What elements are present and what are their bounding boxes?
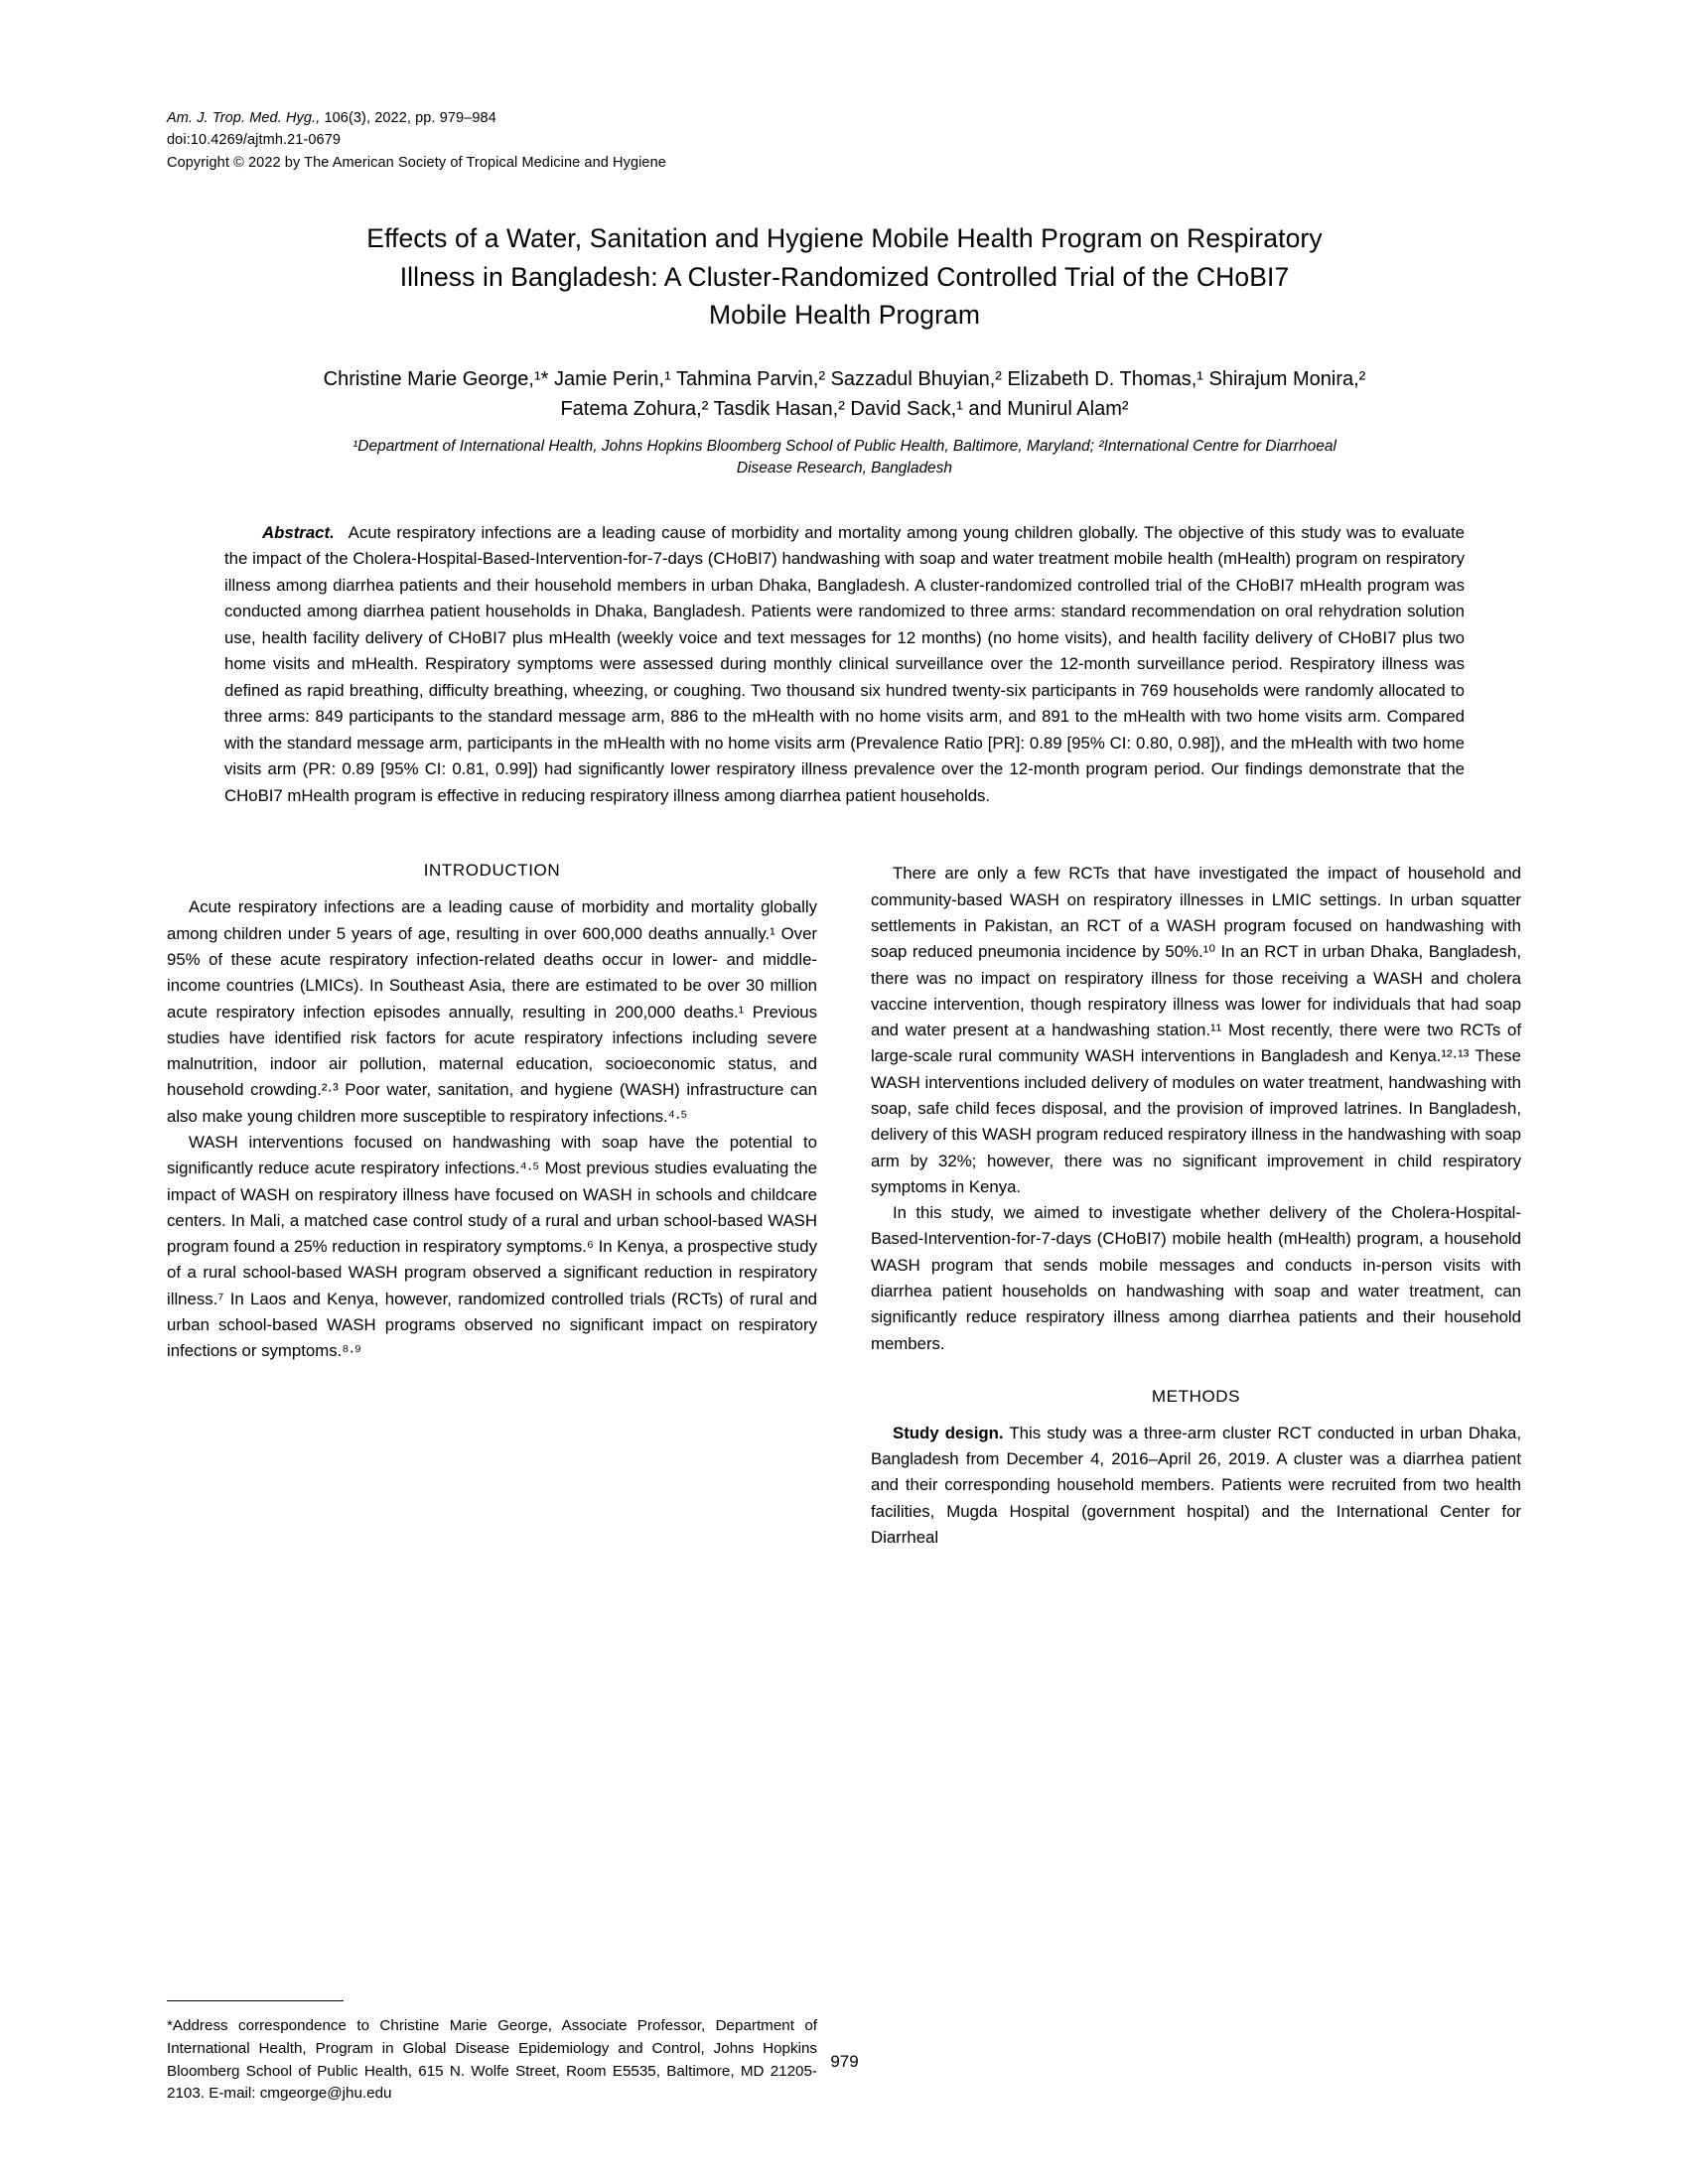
affiliations bbox=[167, 436, 1522, 480]
abstract-section bbox=[167, 520, 1522, 810]
author-line-2: Fatema Zohura,² Tasdik Hasan,² David Sack,¹ and Munirul Alam² bbox=[560, 397, 1129, 420]
affiliation-line-2: Disease Research, Bangladesh bbox=[736, 460, 953, 478]
journal-volume-pages: 106(3), 2022, pp. 979–984 bbox=[320, 110, 496, 126]
author-line-1: Christine Marie George,¹* Jamie Perin,¹ Tahmina Parvin,² Sazzadul Bhuyian,² Elizabeth D. Thomas,¹ Shirajum Monira,² bbox=[323, 367, 1366, 390]
title-line-2: Illness in Bangladesh: A Cluster-Randomized Controlled Trial of the CHoBI7 bbox=[399, 261, 1290, 292]
author-list bbox=[167, 364, 1522, 424]
introduction-body-continued bbox=[871, 861, 1521, 1356]
left-column bbox=[167, 861, 817, 2106]
journal-header bbox=[167, 107, 1522, 174]
introduction-heading: INTRODUCTION bbox=[423, 861, 561, 881]
right-column bbox=[871, 861, 1521, 2106]
paragraph: Acute respiratory infections are a leading cause of morbidity and mortality globally among children under 5 years of age, resulting in over 600,000 deaths annually.¹ Over 95% of these acute respiratory infection-related deaths occur in lower- and middle-income countries (LMICs). In Southeast Asia, there are estimated to be over 30 million acute respiratory infection episodes annually, resulting in 200,000 deaths.¹ Previous studies have identified risk factors for acute respiratory infections including severe malnutrition, indoor air pollution, maternal education, socioeconomic status, and household crowding.²·³ Poor water, sanitation, and hygiene (WASH) infrastructure can also make young children more susceptible to respiratory infections.⁴·⁵ bbox=[167, 897, 817, 1126]
paragraph: In this study, we aimed to investigate whether delivery of the Cholera-Hospital-Based-Intervention-for-7-days (CHoBI7) mobile health (mHealth) program, a household WASH program that sends mobile messages and conducts in-person visits with diarrhea patient households on handwashing with soap and water treatment, can significantly reduce respiratory illness among diarrhea patients and their household members. bbox=[871, 1203, 1521, 1353]
footnote-rule bbox=[167, 2000, 344, 2002]
methods-body bbox=[871, 1421, 1521, 1551]
methods-run-in-head: Study design. bbox=[893, 1423, 1004, 1442]
journal-doi: doi:10.4269/ajtmh.21-0679 bbox=[167, 132, 342, 149]
paragraph bbox=[871, 1421, 1521, 1551]
introduction-body bbox=[167, 894, 817, 1364]
two-column-body bbox=[167, 861, 1522, 2106]
page-number: 979 bbox=[830, 2052, 859, 2072]
journal-copyright: Copyright © 2022 by The American Society of Tropical Medicine and Hygiene bbox=[167, 154, 666, 171]
abstract-text: Acute respiratory infections are a leading cause of morbidity and mortality among young children globally. The objective of this study was to evaluate the impact of the Cholera-Hospital-Based-Intervention-for-7-days (CHoBI7) handwashing with soap and water treatment mobile health (mHealth) program on respiratory illness among diarrhea patients and their household members in urban Dhaka, Bangladesh. A cluster-randomized controlled trial of the CHoBI7 mHealth program was conducted among diarrhea patient households in Dhaka, Bangladesh. Patients were randomized to three arms: standard recommendation on oral rehydration solution use, health facility delivery of CHoBI7 plus mHealth (weekly voice and text messages for 12 months) (no home visits), and health facility delivery of CHoBI7 plus two home visits and mHealth. Respiratory symptoms were assessed during monthly clinical surveillance over the 12-month surveillance period. Respiratory illness was defined as rapid breathing, difficulty breathing, wheezing, or coughing. Two thousand six hundred twenty-six participants in 769 households were randomly allocated to three arms: 849 participants to the standard message arm, 886 to the mHealth with no home visits arm, and 891 to the mHealth with two home visits arm. Compared with the standard message arm, participants in the mHealth with no home visits arm (Prevalence Ratio [PR]: 0.89 [95% CI: 0.80, 0.98]), and the mHealth with two home visits arm (PR: 0.89 [95% CI: 0.81, 0.99]) had significantly lower respiratory illness prevalence over the 12-month program period. Our findings demonstrate that the CHoBI7 mHealth program is effective in reducing respiratory illness among diarrhea patient households. bbox=[224, 522, 1465, 805]
methods-heading: METHODS bbox=[1151, 1386, 1241, 1406]
title-line-3: Mobile Health Program bbox=[708, 300, 981, 331]
title-line-1: Effects of a Water, Sanitation and Hygiene Mobile Health Program on Respiratory bbox=[366, 223, 1323, 254]
journal-citation-line bbox=[167, 107, 1522, 129]
footnote-text: *Address correspondence to Christine Marie George, Associate Professor, Department of International Health, Program in Global Disease Epidemiology and Control, Johns Hopkins Bloomberg School of Public Health, 615 N. Wolfe Street, Room E5535, Baltimore, MD 21205-2103. E-mail: cmgeorge@jhu.edu bbox=[167, 2017, 817, 2103]
abstract-label: Abstract. bbox=[262, 522, 335, 542]
paragraph: WASH interventions focused on handwashing with soap have the potential to significantly reduce acute respiratory infections.⁴·⁵ Most previous studies evaluating the impact of WASH on respiratory illness have focused on WASH in schools and childcare centers. In Mali, a matched case control study of a rural and urban school-based WASH program found a 25% reduction in respiratory symptoms.⁶ In Kenya, a prospective study of a rural school-based WASH program observed a significant reduction in respiratory illness.⁷ In Laos and Kenya, however, randomized controlled trials (RCTs) of rural and urban school-based WASH programs observed no significant impact on respiratory infections or symptoms.⁸·⁹ bbox=[167, 1132, 817, 1361]
paper-sheet bbox=[117, 58, 1572, 2132]
methods-text: This study was a three-arm cluster RCT conducted in urban Dhaka, Bangladesh from December 4, 2016–April 26, 2019. A cluster was a diarrhea patient and their corresponding household members. Patients were recruited from two health facilities, Mugda Hospital (government hospital) and the International Center for Diarrheal bbox=[871, 1423, 1521, 1547]
article-title bbox=[167, 219, 1522, 334]
page-content bbox=[167, 107, 1522, 2106]
journal-name: Am. J. Trop. Med. Hyg., bbox=[167, 110, 321, 126]
paragraph: There are only a few RCTs that have investigated the impact of household and community-based WASH on respiratory illnesses in LMIC settings. In urban squatter settlements in Pakistan, an RCT of a WASH program focused on handwashing with soap reduced pneumonia incidence by 50%.¹⁰ In an RCT in urban Dhaka, Bangladesh, there was no impact on respiratory illness for those receiving a WASH and cholera vaccine intervention, though respiratory illness was lower for individuals that had soap and water present at a handwashing station.¹¹ Most recently, there were two RCTs of large-scale rural community WASH interventions in Bangladesh and Kenya.¹²·¹³ These WASH interventions included delivery of modules on water treatment, handwashing with soap, safe child feces disposal, and the provision of improved latrines. In Bangladesh, delivery of this WASH program reduced respiratory illness in the handwashing with soap arm by 32%; however, there was no significant improvement in child respiratory symptoms in Kenya. bbox=[871, 864, 1521, 1196]
affiliation-line-1: ¹Department of International Health, Johns Hopkins Bloomberg School of Public Health, Baltimore, Maryland; ²International Centre for Diarrhoeal bbox=[352, 437, 1336, 455]
